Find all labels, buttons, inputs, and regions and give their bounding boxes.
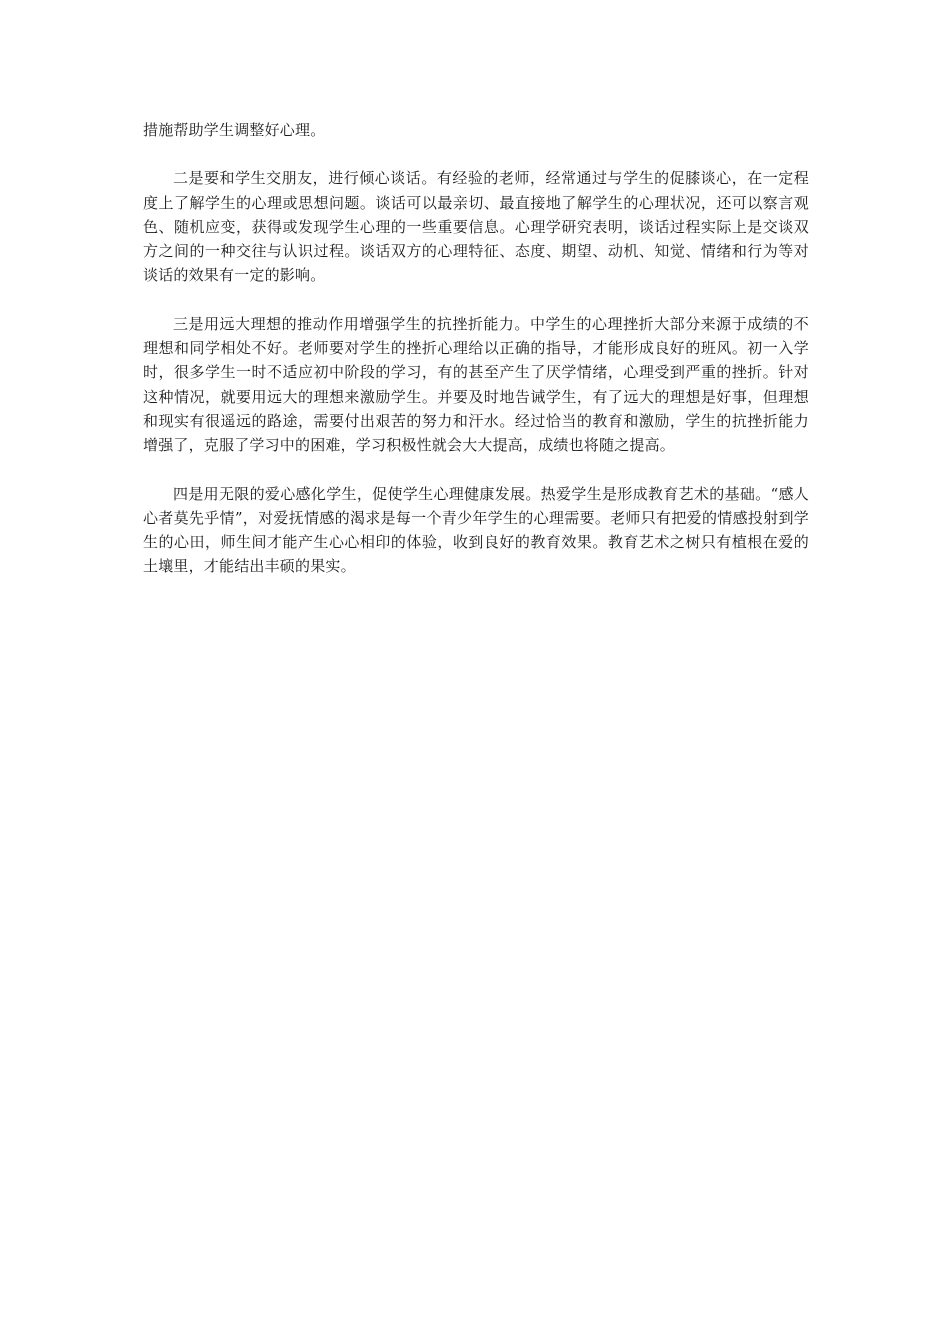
document-body — [143, 118, 809, 603]
paragraph-four: 四是用无限的爱心感化学生，促使学生心理健康发展。热爱学生是形成教育艺术的基础。“感人心者莫先乎情”，对爱抚情感的渴求是每一个青少年学生的心理需要。老师只有把爱的情感投射到学生的心田，师生间才能产生心心相印的体验，收到良好的教育效果。教育艺术之树只有植根在爱的土壤里，才能结出丰硕的果实。 — [143, 484, 809, 576]
paragraph-three: 三是用远大理想的推动作用增强学生的抗挫折能力。中学生的心理挫折大部分来源于成绩的不理想和同学相处不好。老师要对学生的挫折心理给以正确的指导，才能形成良好的班风。初一入学时，很多学生一时不适应初中阶段的学习，有的甚至产生了厌学情绪，心理受到严重的挫折。针对这种情况，就要用远大的理想来激励学生。并要及时地告诫学生，有了远大的理想是好事，但理想和现实有很遥远的路途，需要付出艰苦的努力和汗水。经过恰当的教育和激励，学生的抗挫折能力增强了，克服了学习中的困难，学习积极性就会大大提高，成绩也将随之提高。 — [143, 314, 809, 455]
paragraph-two: 二是要和学生交朋友，进行倾心谈话。有经验的老师，经常通过与学生的促膝谈心，在一定程度上了解学生的心理或思想问题。谈话可以最亲切、最直接地了解学生的心理状况，还可以察言观色、随机应变，获得或发现学生心理的一些重要信息。心理学研究表明，谈话过程实际上是交谈双方之间的一种交往与认识过程。谈话双方的心理特征、态度、期望、动机、知觉、情绪和行为等对谈话的效果有一定的影响。 — [143, 169, 809, 285]
paragraph-continuation: 措施帮助学生调整好心理。 — [143, 121, 326, 139]
